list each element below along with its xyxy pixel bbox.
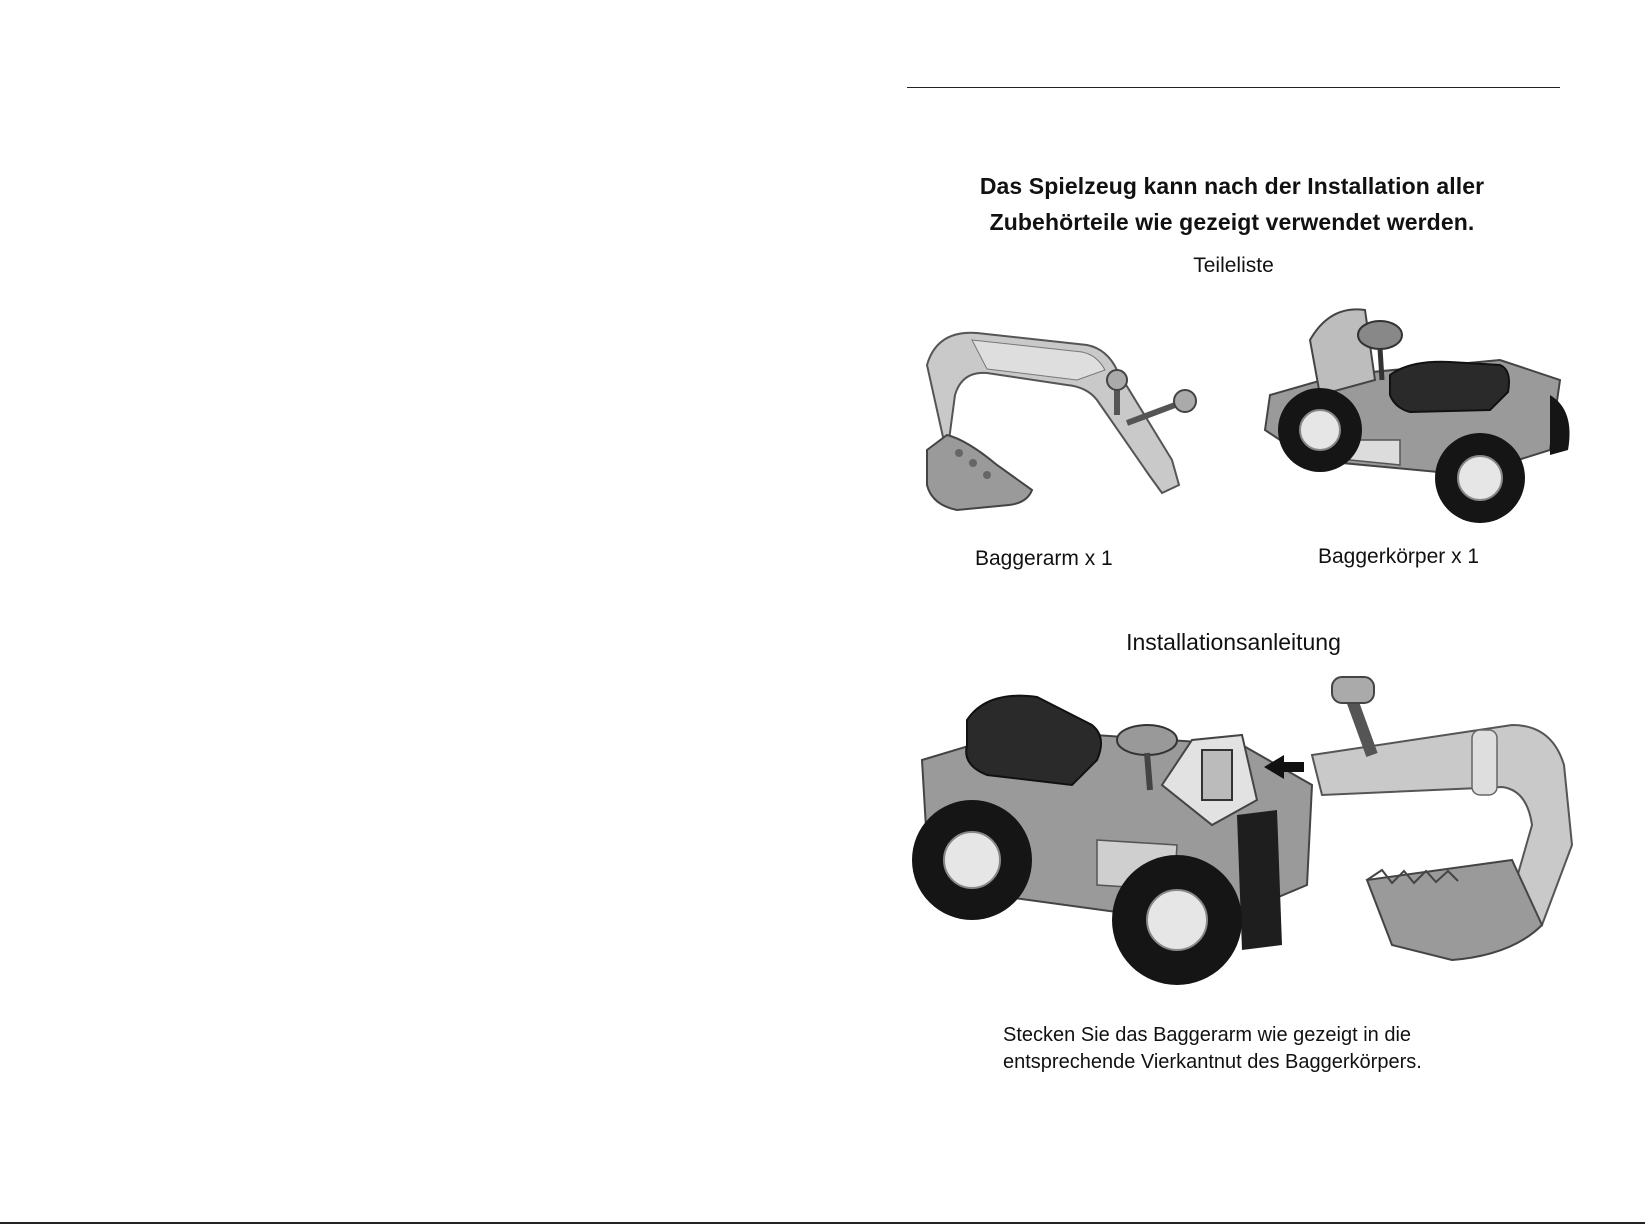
page-heading bbox=[882, 168, 1582, 240]
assembly-illustration bbox=[912, 675, 1582, 1005]
body-caption: Baggerkörper x 1 bbox=[1318, 545, 1480, 568]
body-tire-far bbox=[1550, 395, 1570, 455]
instruction-line-1: Stecken Sie das Baggerarm wie gezeigt in die bbox=[1003, 1024, 1412, 1046]
bottom-rule bbox=[0, 1222, 1645, 1224]
excavator-body-illustration bbox=[1250, 300, 1580, 540]
assembly-arm-handle bbox=[1472, 730, 1497, 795]
blank-left-page bbox=[0, 0, 822, 1222]
bucket-rivet bbox=[955, 449, 963, 457]
parts-list-title: Teileliste bbox=[1193, 254, 1274, 277]
excavator-arm-illustration bbox=[917, 325, 1217, 525]
installation-instruction bbox=[1003, 1022, 1563, 1076]
instruction-line-2: entsprechende Vierkantnut des Baggerkörpers. bbox=[1003, 1051, 1422, 1073]
assembly-steering-wheel bbox=[1117, 725, 1177, 755]
body-seat bbox=[1390, 362, 1509, 412]
assembly-rim-rear bbox=[944, 832, 1000, 888]
arm-bucket-shape bbox=[927, 435, 1032, 510]
instruction-page bbox=[822, 0, 1645, 1222]
assembly-bucket bbox=[1367, 860, 1542, 960]
assembly-steering-column bbox=[1147, 753, 1150, 790]
body-steering-column bbox=[1380, 348, 1382, 380]
arm-lever-knob bbox=[1174, 390, 1196, 412]
heading-line-1: Das Spielzeug kann nach der Installation aller bbox=[979, 173, 1485, 199]
body-rim-rear bbox=[1300, 410, 1340, 450]
arm-lever-knob bbox=[1107, 370, 1127, 390]
arm-caption: Baggerarm x 1 bbox=[975, 547, 1113, 570]
assembly-square-slot bbox=[1202, 750, 1232, 800]
body-rim-front bbox=[1458, 456, 1502, 500]
assembly-front-bumper bbox=[1237, 810, 1282, 950]
installation-title: Installationsanleitung bbox=[1126, 629, 1341, 655]
bucket-rivet bbox=[969, 459, 977, 467]
assembly-arm-lever-knob bbox=[1332, 677, 1374, 703]
body-seat-back bbox=[1310, 309, 1375, 395]
bucket-rivet bbox=[983, 471, 991, 479]
heading-line-2: Zubehörteile wie gezeigt verwendet werden. bbox=[989, 209, 1475, 235]
assembly-seat bbox=[966, 696, 1101, 785]
assembly-rim-front bbox=[1147, 890, 1207, 950]
header-rule bbox=[907, 87, 1560, 88]
body-steering-wheel bbox=[1358, 321, 1402, 349]
